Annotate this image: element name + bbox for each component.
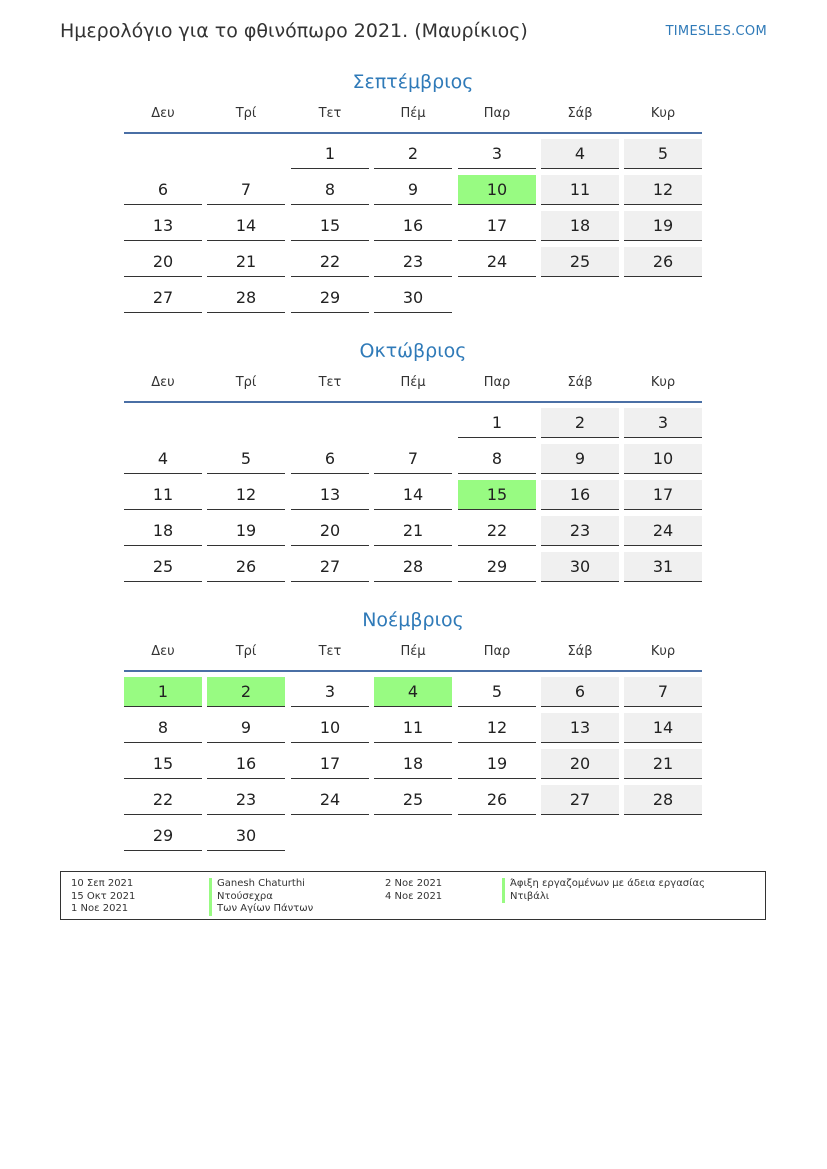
holiday-day-cell: 4 xyxy=(374,677,452,707)
legend-date: 10 Σεπ 2021 xyxy=(71,878,134,889)
day-cell: 27 xyxy=(124,283,202,313)
weekday-label: Τετ xyxy=(318,644,342,659)
weekday-label: Τρί xyxy=(235,106,257,121)
month-calendar xyxy=(124,70,702,319)
day-cell: 14 xyxy=(374,480,452,510)
day-cell: 30 xyxy=(541,552,619,582)
day-cell: 28 xyxy=(207,283,285,313)
legend-holiday-name: Των Αγίων Πάντων xyxy=(209,903,313,916)
day-grid xyxy=(124,408,702,588)
day-cell: 19 xyxy=(458,749,536,779)
weekday-label: Δευ xyxy=(151,106,175,121)
day-cell: 15 xyxy=(124,749,202,779)
day-cell: 12 xyxy=(458,713,536,743)
day-cell: 16 xyxy=(541,480,619,510)
day-cell: 8 xyxy=(291,175,369,205)
day-cell: 24 xyxy=(291,785,369,815)
weekday-label: Σάβ xyxy=(567,375,593,390)
weekday-label: Πέμ xyxy=(400,375,426,390)
day-cell: 11 xyxy=(124,480,202,510)
day-cell: 3 xyxy=(624,408,702,438)
day-cell: 7 xyxy=(374,444,452,474)
legend-holiday-name: Άφιξη εργαζομένων με άδεια εργασίας xyxy=(502,878,705,891)
day-cell: 4 xyxy=(541,139,619,169)
day-cell: 31 xyxy=(624,552,702,582)
day-cell: 14 xyxy=(207,211,285,241)
day-cell: 23 xyxy=(541,516,619,546)
month-title: Σεπτέμβριος xyxy=(352,71,474,93)
day-grid xyxy=(124,139,702,319)
day-cell: 6 xyxy=(124,175,202,205)
day-cell: 17 xyxy=(291,749,369,779)
day-cell: 2 xyxy=(374,139,452,169)
day-cell: 9 xyxy=(207,713,285,743)
day-cell: 28 xyxy=(374,552,452,582)
day-cell: 8 xyxy=(458,444,536,474)
day-cell: 29 xyxy=(458,552,536,582)
day-cell: 13 xyxy=(541,713,619,743)
month-calendar xyxy=(124,339,702,588)
weekday-label: Τρί xyxy=(235,375,257,390)
day-cell: 12 xyxy=(207,480,285,510)
weekday-header xyxy=(124,642,702,672)
day-cell: 27 xyxy=(541,785,619,815)
weekday-label: Παρ xyxy=(483,106,511,121)
legend-dates-right xyxy=(385,878,442,903)
weekday-label: Σάβ xyxy=(567,106,593,121)
weekday-label: Πέμ xyxy=(400,644,426,659)
day-cell: 25 xyxy=(374,785,452,815)
day-cell: 3 xyxy=(458,139,536,169)
day-cell: 17 xyxy=(624,480,702,510)
day-cell: 4 xyxy=(124,444,202,474)
day-cell: 26 xyxy=(458,785,536,815)
day-cell: 25 xyxy=(541,247,619,277)
day-cell: 6 xyxy=(541,677,619,707)
day-cell: 1 xyxy=(458,408,536,438)
weekday-label: Τετ xyxy=(318,375,342,390)
day-cell: 29 xyxy=(291,283,369,313)
day-cell: 20 xyxy=(291,516,369,546)
weekday-label: Παρ xyxy=(483,644,511,659)
day-cell: 30 xyxy=(374,283,452,313)
day-cell: 7 xyxy=(624,677,702,707)
weekday-label: Πέμ xyxy=(400,106,426,121)
weekday-label: Σάβ xyxy=(567,644,593,659)
legend-holiday-name: Ντούσεχρα xyxy=(209,891,313,904)
weekday-label: Τρί xyxy=(235,644,257,659)
legend-holiday-name: Ganesh Chaturthi xyxy=(209,878,313,891)
weekday-label: Τετ xyxy=(318,106,342,121)
day-cell: 17 xyxy=(458,211,536,241)
day-cell: 5 xyxy=(458,677,536,707)
weekday-header xyxy=(124,104,702,134)
day-cell: 1 xyxy=(291,139,369,169)
day-cell: 21 xyxy=(624,749,702,779)
holiday-day-cell: 15 xyxy=(458,480,536,510)
day-cell: 22 xyxy=(124,785,202,815)
day-cell: 12 xyxy=(624,175,702,205)
weekday-header xyxy=(124,373,702,403)
page-title: Ημερολόγιο για το φθινόπωρο 2021. (Μαυρίκιος) xyxy=(60,20,528,42)
weekday-label: Κυρ xyxy=(650,644,676,659)
day-cell: 10 xyxy=(291,713,369,743)
weekday-label: Κυρ xyxy=(650,106,676,121)
day-cell: 26 xyxy=(207,552,285,582)
day-cell: 9 xyxy=(374,175,452,205)
weekday-label: Παρ xyxy=(483,375,511,390)
day-cell: 22 xyxy=(458,516,536,546)
legend-holiday-name: Ντιβάλι xyxy=(502,891,705,904)
weekday-label: Κυρ xyxy=(650,375,676,390)
day-cell: 23 xyxy=(207,785,285,815)
day-cell: 7 xyxy=(207,175,285,205)
day-cell: 23 xyxy=(374,247,452,277)
day-cell: 20 xyxy=(541,749,619,779)
day-cell: 18 xyxy=(124,516,202,546)
day-cell: 20 xyxy=(124,247,202,277)
holiday-legend xyxy=(60,871,766,920)
day-cell: 9 xyxy=(541,444,619,474)
day-cell: 24 xyxy=(624,516,702,546)
day-cell: 22 xyxy=(291,247,369,277)
day-cell: 11 xyxy=(374,713,452,743)
holiday-day-cell: 10 xyxy=(458,175,536,205)
day-cell: 13 xyxy=(124,211,202,241)
day-cell: 6 xyxy=(291,444,369,474)
day-cell: 18 xyxy=(374,749,452,779)
legend-dates-left xyxy=(71,878,135,916)
day-cell: 26 xyxy=(624,247,702,277)
day-cell: 25 xyxy=(124,552,202,582)
day-cell: 13 xyxy=(291,480,369,510)
legend-date: 15 Οκτ 2021 xyxy=(71,890,136,902)
day-cell: 21 xyxy=(374,516,452,546)
day-cell: 18 xyxy=(541,211,619,241)
legend-names-right xyxy=(502,878,705,903)
month-title: Νοέμβριος xyxy=(362,609,464,631)
day-cell: 19 xyxy=(207,516,285,546)
month-calendar xyxy=(124,608,702,857)
month-title: Οκτώβριος xyxy=(359,340,467,362)
day-cell: 5 xyxy=(207,444,285,474)
legend-date: 2 Νοε 2021 xyxy=(385,878,443,889)
day-cell: 19 xyxy=(624,211,702,241)
day-cell: 24 xyxy=(458,247,536,277)
day-grid xyxy=(124,677,702,857)
day-cell: 29 xyxy=(124,821,202,851)
day-cell: 3 xyxy=(291,677,369,707)
weekday-label: Δευ xyxy=(151,375,175,390)
legend-date: 1 Νοε 2021 xyxy=(71,903,129,914)
day-cell: 16 xyxy=(374,211,452,241)
day-cell: 27 xyxy=(291,552,369,582)
day-cell: 15 xyxy=(291,211,369,241)
weekday-label: Δευ xyxy=(151,644,175,659)
day-cell: 28 xyxy=(624,785,702,815)
day-cell: 10 xyxy=(624,444,702,474)
day-cell: 16 xyxy=(207,749,285,779)
day-cell: 14 xyxy=(624,713,702,743)
holiday-day-cell: 2 xyxy=(207,677,285,707)
day-cell: 5 xyxy=(624,139,702,169)
legend-names-left xyxy=(209,878,313,916)
holiday-day-cell: 1 xyxy=(124,677,202,707)
day-cell: 8 xyxy=(124,713,202,743)
brand-link[interactable]: TIMESLES.COM xyxy=(665,24,767,39)
legend-date: 4 Νοε 2021 xyxy=(385,890,443,902)
day-cell: 2 xyxy=(541,408,619,438)
day-cell: 30 xyxy=(207,821,285,851)
day-cell: 21 xyxy=(207,247,285,277)
day-cell: 11 xyxy=(541,175,619,205)
